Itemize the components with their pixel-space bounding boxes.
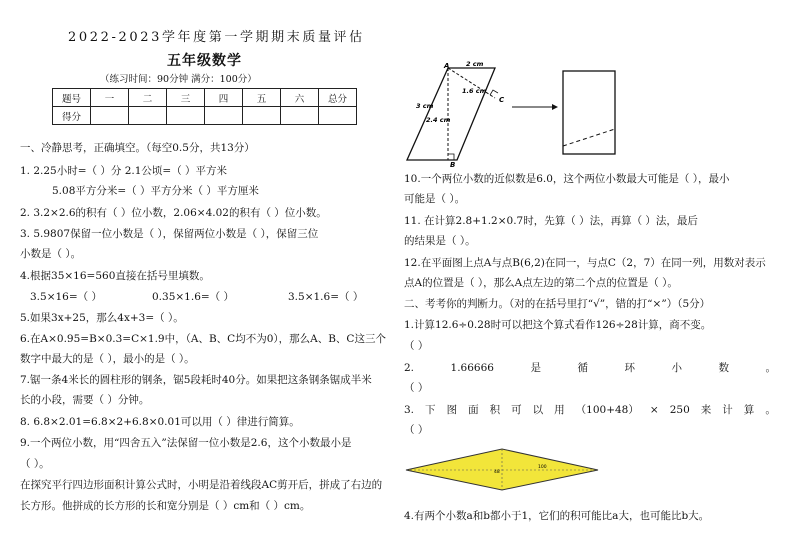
dim-top: 2 cm: [466, 60, 484, 68]
judgement-3-word: 来: [700, 404, 712, 416]
question-6b: 数字中最大的是（ ），最小的是（ ）。: [20, 353, 195, 365]
judgement-3-word: 用: [554, 404, 565, 416]
question-parallelogram-b: 长方形。他拼成的长方形的长和宽分别是（ ）cm和（ ）cm。: [20, 500, 311, 512]
judgement-2-number: 2.: [404, 362, 415, 374]
judgement-1-blank[interactable]: （ ）: [404, 340, 429, 352]
question-6a: 6.在A×0.95=B×0.3=C×1.9中，（A、B、C均不为0），那么A、B、C这三个: [20, 333, 386, 345]
judgement-3-word: 以: [532, 404, 544, 416]
judgement-2-word: 。: [765, 362, 776, 374]
judgement-3-word: 面: [468, 404, 479, 416]
rhombus-width-label: 100: [538, 465, 547, 470]
score-cell[interactable]: [91, 107, 129, 125]
score-table-row: [53, 107, 357, 125]
rhombus-figure: [402, 446, 602, 492]
question-3b: 小数是（ ）。: [20, 248, 82, 260]
question-2: 2. 3.2×2.6的积有（ ）位小数，2.06×4.02的积有（ ）位小数。: [20, 207, 327, 219]
judgement-1: 1.计算12.6÷0.28时可以把这个算式看作126÷28计算，商不变。: [404, 319, 712, 331]
result-rectangle: [563, 71, 615, 154]
judgement-2-word: 数: [718, 362, 729, 374]
question-4b: 0.35×1.6=（ ）: [152, 291, 235, 303]
dim-left: 3 cm: [416, 102, 434, 110]
score-cell[interactable]: [281, 107, 319, 125]
score-header-cell: 题号: [53, 89, 91, 107]
judgement-2-word: 是: [530, 362, 541, 374]
judgement-2-word: 环: [624, 362, 635, 374]
question-11a: 11. 在计算2.8+1.2×0.7时，先算（ ）法，再算（ ）法，最后: [404, 215, 698, 227]
score-header-cell: 一: [91, 89, 129, 107]
score-header-cell: 三: [167, 89, 205, 107]
question-4c: 3.5×1.6=（ ）: [288, 291, 364, 303]
score-table-header-row: [53, 89, 357, 107]
judgement-3-word: 可: [511, 404, 522, 416]
score-cell[interactable]: [205, 107, 243, 125]
parallelogram-shape: [407, 68, 495, 160]
question-4: 4.根据35×16=560直接在括号里填数。: [20, 270, 210, 282]
rhombus-height-label: 48: [494, 470, 500, 475]
judgement-2-word: 1.66666: [450, 362, 494, 374]
question-7a: 7.锯一条4米长的圆柱形的钢条，锯5段耗时40分。如果把这条钢条锯成半米: [20, 374, 372, 386]
question-10b: 可能是（ ）。: [404, 193, 466, 205]
judgement-3-word: 积: [489, 404, 501, 416]
score-cell[interactable]: [167, 107, 205, 125]
score-header-cell: 六: [281, 89, 319, 107]
judgement-3-word: 图: [446, 404, 458, 416]
judgement-2-blank[interactable]: （ ）: [404, 382, 429, 394]
label-c: C: [499, 96, 505, 104]
question-5: 5.如果3x+25，那么4x+3=（ ）。: [20, 312, 184, 324]
question-7b: 长的小段，需要（ ）分钟。: [20, 394, 150, 406]
dim-height-ac: 1.6 cm: [462, 87, 487, 95]
score-header-cell: 总分: [319, 89, 357, 107]
judgement-2-word: 小: [671, 362, 682, 374]
judgement-3-word: （100+48）: [575, 404, 639, 416]
judgement-3-word: ×: [649, 404, 659, 416]
score-cell[interactable]: [319, 107, 357, 125]
right-angle-b: [448, 154, 454, 160]
question-3a: 3. 5.9807保留一位小数是（ ），保留两位小数是（ ），保留三位: [20, 228, 319, 240]
dim-inner: 2.4 cm: [426, 116, 451, 124]
question-10a: 10.一个两位小数的近似数是6.0，这个两位小数最大可能是（ ），最小: [404, 173, 730, 185]
question-1b: 5.08平方分米=（ ）平方分米（ ）平方厘米: [52, 185, 259, 197]
question-12a: 12.在平面图上点A与点B(6,2)在同一，与点C（2，7）在同一列，用数对表示: [404, 257, 766, 269]
exam-info: （练习时间：90分钟 满分：100分）: [100, 74, 257, 85]
judgement-3-word: 3.: [404, 404, 415, 416]
label-a: A: [444, 62, 450, 70]
judgement-2-word: 循: [577, 362, 588, 374]
cut-line: [563, 129, 615, 146]
question-8: 8. 6.8×2.01=6.8×2+6.8×0.01可以用（ ）律进行简算。: [20, 416, 300, 428]
exam-subtitle: 五年级数学: [167, 53, 242, 69]
question-9a: 9.一个两位小数，用“四舍五入”法保留一位小数是2.6，这个小数最小是: [20, 437, 352, 449]
score-header-cell: 四: [205, 89, 243, 107]
exam-title: 2022-2023学年度第一学期期末质量评估: [68, 30, 365, 45]
judgement-4: 4.有两个小数a和b都小于1，它们的积可能比a大，也可能比b大。: [404, 510, 710, 522]
label-b: B: [450, 161, 456, 168]
section-2-heading: 二、考考你的判断力。（对的在括号里打“√”，错的打“×”）（5分）: [404, 298, 711, 310]
score-table: [52, 88, 357, 125]
score-header-cell: 五: [243, 89, 281, 107]
judgement-3: [404, 404, 776, 417]
question-12b: 点A的位置是（ ），那么A点左边的第二个点的位置是（ ）。: [404, 277, 678, 289]
judgement-3-blank[interactable]: （ ）: [404, 424, 429, 436]
judgement-2: [404, 362, 776, 375]
parallelogram-figure: [400, 58, 794, 168]
question-1a: 1. 2.25小时=（ ）分 2.1公顷=（ ）平方米: [20, 165, 228, 177]
judgement-3-word: 250: [669, 404, 690, 416]
question-9b: （ ）。: [20, 458, 50, 470]
judgement-3-word: 下: [425, 404, 436, 416]
question-parallelogram-a: 在探究平行四边形面积计算公式时，小明是沿着线段AC剪开后，拼成了右边的: [20, 479, 383, 491]
score-header-cell: 二: [129, 89, 167, 107]
score-row-label: 得分: [53, 107, 91, 125]
arrow-head: [552, 104, 558, 110]
question-4a: 3.5×16=（ ）: [30, 291, 102, 303]
section-1-heading: 一、冷静思考，正确填空。（每空0.5分，共13分）: [20, 142, 255, 154]
judgement-3-word: 计: [722, 404, 733, 416]
question-11b: 的结果是（ ）。: [404, 235, 476, 247]
score-cell[interactable]: [129, 107, 167, 125]
right-angle-c: [490, 90, 498, 95]
score-cell[interactable]: [243, 107, 281, 125]
judgement-3-word: 算: [743, 404, 755, 416]
judgement-3-word: 。: [765, 404, 776, 416]
